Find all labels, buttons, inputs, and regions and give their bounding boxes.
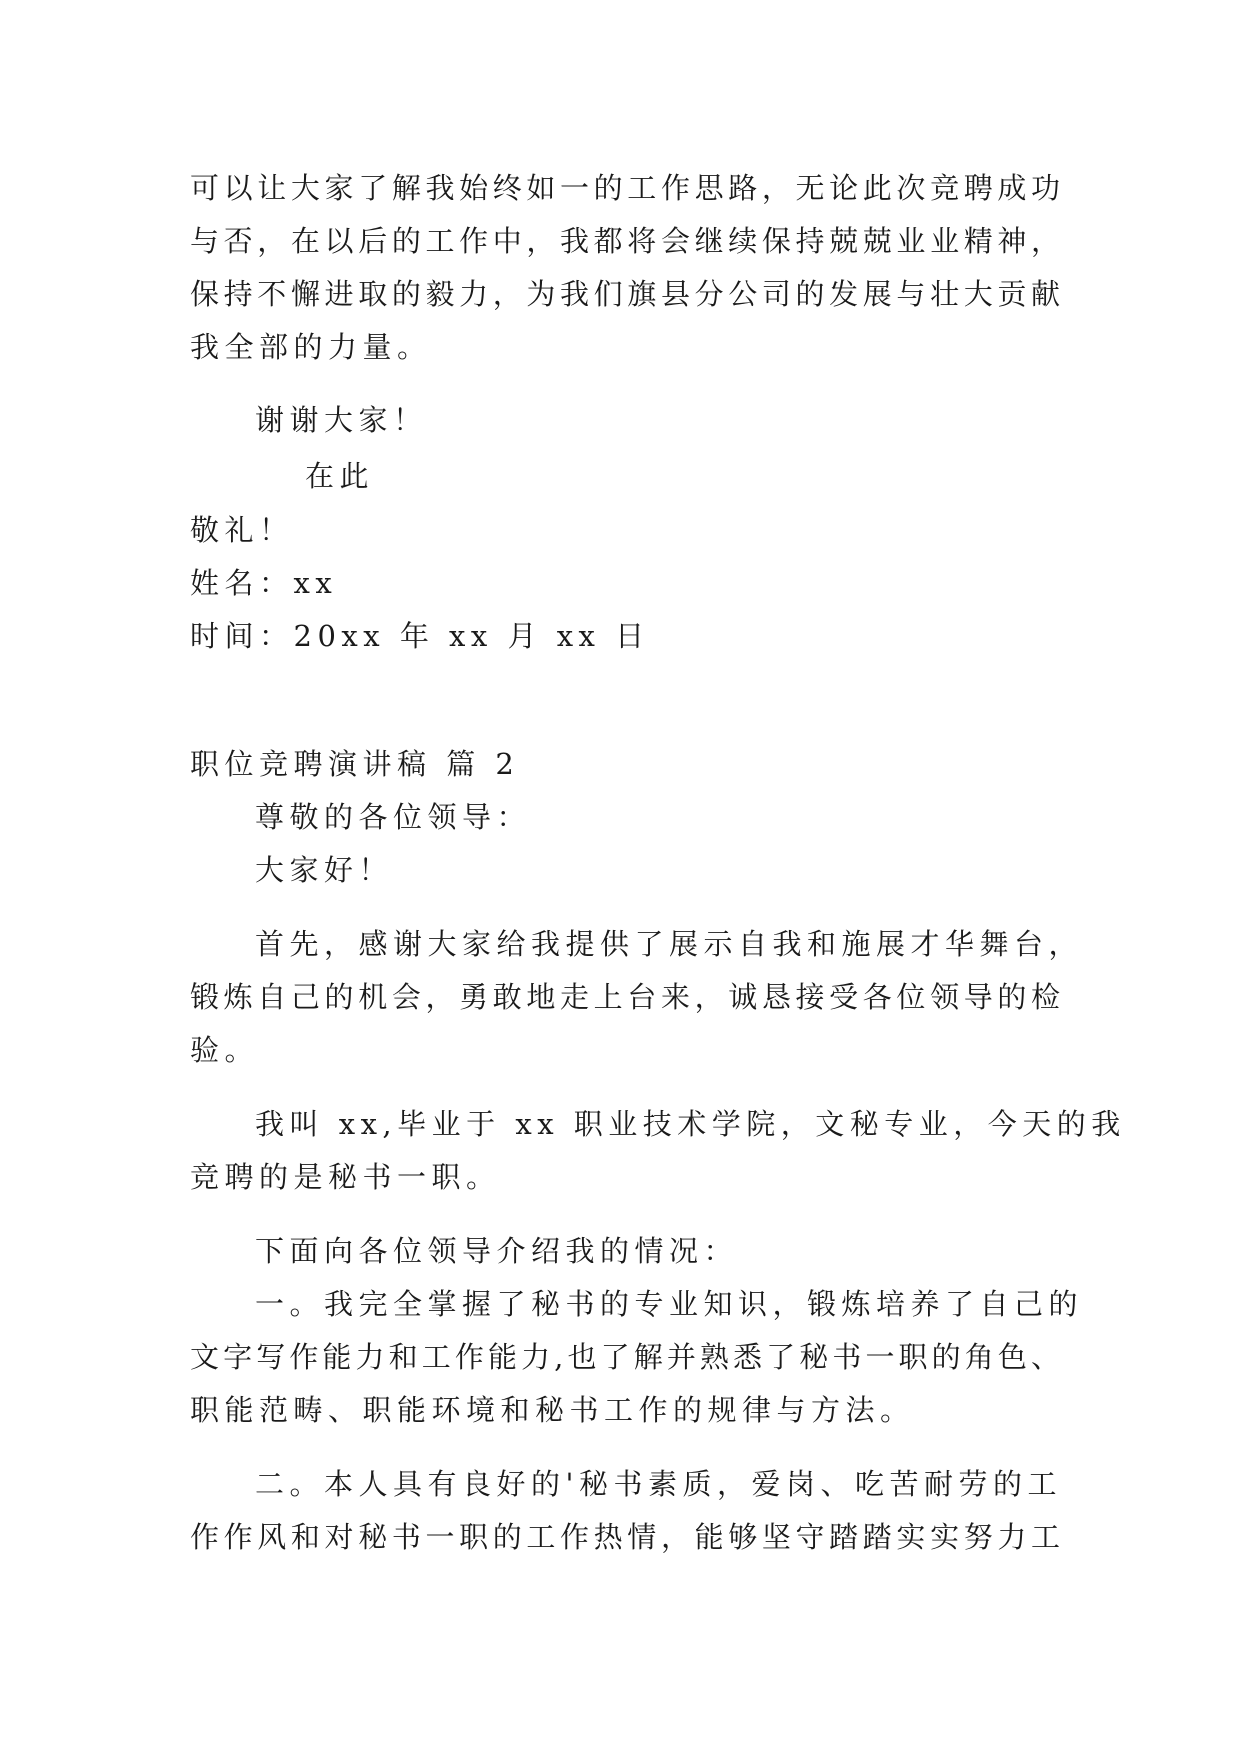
body-line: 可以让大家了解我始终如一的工作思路，无论此次竞聘成功 [190, 171, 1060, 205]
section-heading: 职位竞聘演讲稿 篇 2 [190, 747, 520, 781]
body-line: 一。我完全掌握了秘书的专业知识，锻炼培养了自己的 [255, 1287, 1084, 1321]
body-line: 首先，感谢大家给我提供了展示自我和施展才华舞台， [255, 927, 1084, 961]
body-line: 保持不懈进取的毅力，为我们旗县分公司的发展与壮大贡献 [190, 277, 1060, 311]
body-line: 二。本人具有良好的'秘书素质，爱岗、吃苦耐劳的工 [255, 1467, 1062, 1501]
body-line: 文字写作能力和工作能力,也了解并熟悉了秘书一职的角色、 [190, 1340, 1060, 1374]
greeting-line: 大家好！ [255, 853, 394, 887]
body-line: 验。 [190, 1033, 260, 1067]
greeting-line: 尊敬的各位领导： [255, 800, 532, 834]
signature-date: 时间：20xx 年 xx 月 xx 日 [190, 619, 650, 653]
body-line: 作作风和对秘书一职的工作热情，能够坚守踏踏实实努力工 [190, 1520, 1060, 1554]
body-line: 锻炼自己的机会，勇敢地走上台来，诚恳接受各位领导的检 [190, 980, 1060, 1014]
closing-line: 在此 [305, 459, 375, 493]
salutation-line: 敬礼！ [190, 513, 294, 547]
body-line: 竞聘的是秘书一职。 [190, 1160, 501, 1194]
body-line: 我全部的力量。 [190, 330, 432, 364]
body-line: 职能范畴、职能环境和秘书工作的规律与方法。 [190, 1393, 915, 1427]
body-line: 与否，在以后的工作中，我都将会继续保持兢兢业业精神， [190, 224, 1060, 258]
thanks-line: 谢谢大家！ [255, 403, 428, 437]
signature-name: 姓名：xx [190, 566, 338, 600]
body-line: 下面向各位领导介绍我的情况： [255, 1234, 739, 1268]
body-line: 我叫 xx,毕业于 xx 职业技术学院，文秘专业，今天的我 [255, 1107, 1126, 1141]
